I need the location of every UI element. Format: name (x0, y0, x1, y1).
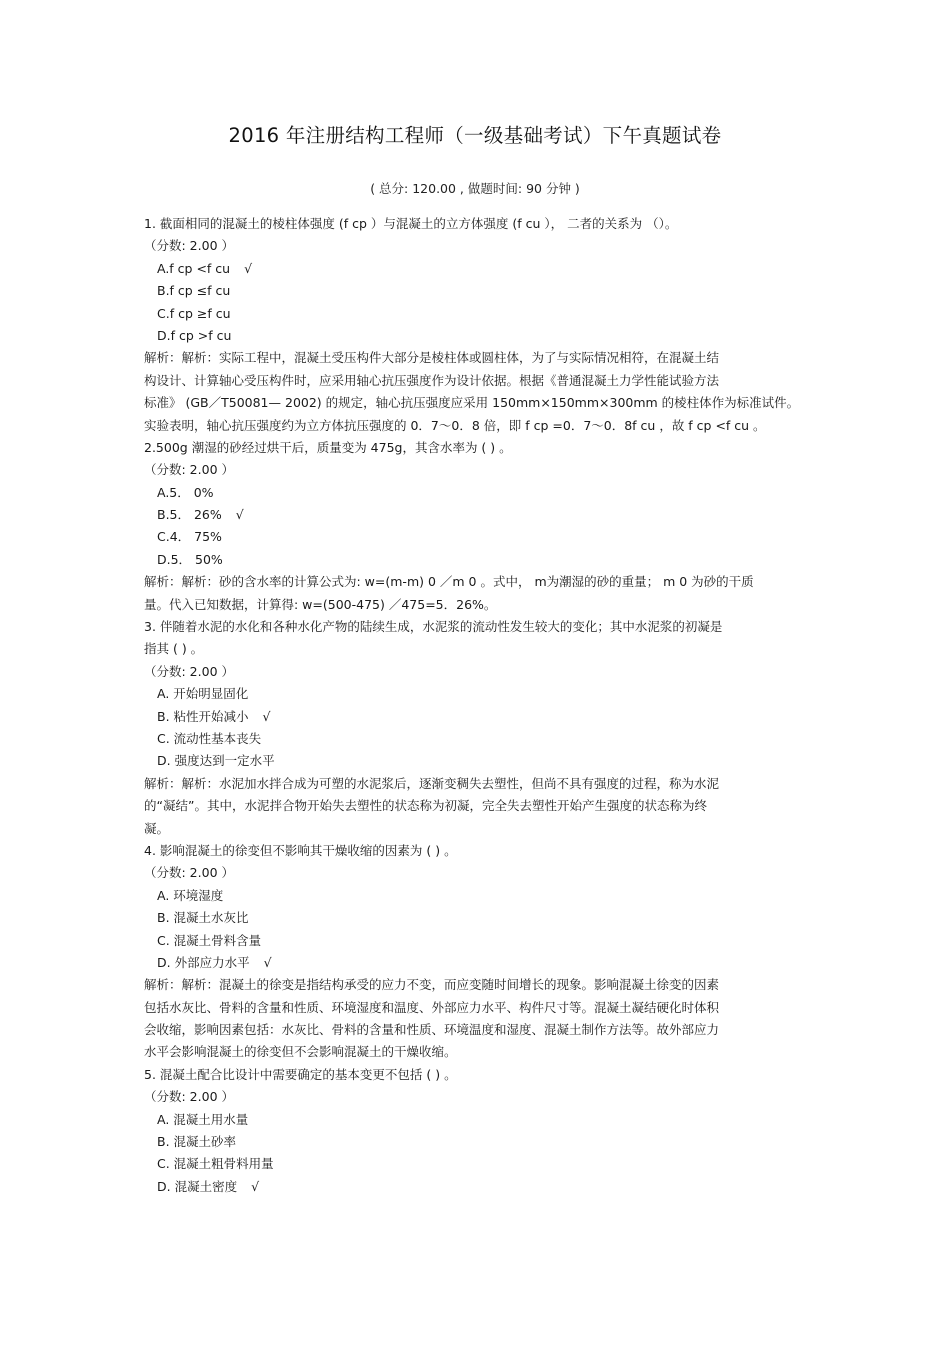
answer-option-text: A. 混凝土用水量 (157, 1111, 249, 1127)
question-stem: 指其 ( ) 。 (144, 641, 204, 657)
check-mark-icon: √ (263, 954, 272, 970)
question-score: （分数: 2.00 ） (144, 663, 234, 679)
question-block (144, 616, 814, 840)
analysis-text: 实验表明，轴心抗压强度约为立方体抗压强度的 0．7～0．8 倍，即 f cp =0．7～0．8f cu ，故 f cp <f cu 。 (144, 417, 766, 433)
question-list (144, 213, 814, 1198)
answer-option-text: A.f cp <f cu (157, 260, 231, 276)
answer-option (144, 325, 814, 347)
answer-option-text: C. 流动性基本丧失 (157, 730, 262, 746)
answer-option (144, 1153, 814, 1175)
answer-option (144, 1131, 814, 1153)
answer-option-text: D. 混凝土密度 (157, 1178, 238, 1194)
answer-option-text: C.4． 75% (157, 529, 222, 545)
answer-option (144, 482, 814, 504)
analysis-text: 包括水灰比、骨料的含量和性质、环境湿度和温度、外部应力水平、构件尺寸等。混凝土凝结硬化时体积 (144, 999, 720, 1015)
question-block (144, 437, 814, 616)
analysis-text: 的“凝结”。其中，水泥拌合物开始失去塑性的状态称为初凝，完全失去塑性开始产生强度的状态称为终 (144, 798, 707, 814)
answer-option (144, 885, 814, 907)
answer-option-text: B. 混凝土水灰比 (157, 910, 249, 926)
question-stem: 4. 影响混凝土的徐变但不影响其干燥收缩的因素为 ( ) 。 (144, 842, 457, 858)
answer-option-text: D.f cp >f cu (157, 327, 232, 343)
answer-option-text: D. 外部应力水平 (157, 954, 250, 970)
check-mark-icon: √ (262, 708, 271, 724)
question-block (144, 1064, 814, 1198)
check-mark-icon: √ (235, 507, 244, 523)
answer-option-text: A.5． 0% (157, 484, 214, 500)
question-score: （分数: 2.00 ） (144, 462, 234, 478)
answer-option-text: A. 开始明显固化 (157, 686, 249, 702)
answer-option (144, 728, 814, 750)
answer-option-text: B. 粘性开始减小 (157, 708, 249, 724)
analysis-text: 构设计、计算轴心受压构件时，应采用轴心抗压强度作为设计依据。根据《普通混凝土力学性能试验方法 (144, 372, 720, 388)
question-score: （分数: 2.00 ） (144, 865, 234, 881)
answer-option (144, 907, 814, 929)
question-stem: 2.500g 潮湿的砂经过烘干后，质量变为 475g，其含水率为 ( ) 。 (144, 439, 512, 455)
exam-title: 2016 年注册结构工程师（一级基础考试）下午真题试卷 (228, 124, 722, 147)
analysis-text: 解析：解析：实际工程中，混凝土受压构件大部分是棱柱体或圆柱体，为了与实际情况相符，在混凝土结 (144, 350, 720, 366)
answer-option (144, 706, 814, 728)
exam-meta: ( 总分: 120.00 , 做题时间: 90 分钟 ) (370, 181, 580, 196)
analysis-text: 标准》 (GB／T50081— 2002) 的规定，轴心抗压强度应采用 150mm×150mm×300mm 的棱柱体作为标准试件。 (144, 395, 800, 411)
analysis-text: 解析：解析：混凝土的徐变是指结构承受的应力不变，而应变随时间增长的现象。影响混凝土徐变的因素 (144, 977, 720, 993)
answer-option (144, 930, 814, 952)
question-score: （分数: 2.00 ） (144, 1089, 234, 1105)
analysis-text: 水平会影响混凝土的徐变但不会影响混凝土的干燥收缩。 (144, 1044, 457, 1060)
answer-option (144, 750, 814, 772)
answer-option-text: C. 混凝土骨料含量 (157, 932, 262, 948)
question-block (144, 840, 814, 1064)
answer-option-text: B.5． 26% (157, 507, 222, 523)
answer-option (144, 504, 814, 526)
analysis-text: 会收缩，影响因素包括：水灰比、骨料的含量和性质、环境温度和湿度、混凝土制作方法等。故外部应力 (144, 1022, 720, 1038)
answer-option-text: B.f cp ≤f cu (157, 283, 231, 299)
answer-option (144, 258, 814, 280)
answer-option (144, 952, 814, 974)
question-stem: 1. 截面相同的混凝土的棱柱体强度 (f cp ）与混凝土的立方体强度 (f cu ）， 二者的关系为 （）。 (144, 216, 678, 231)
question-stem: 5. 混凝土配合比设计中需要确定的基本变更不包括 ( ) 。 (144, 1066, 457, 1082)
question-stem: 3. 伴随着水泥的水化和各种水化产物的陆续生成，水泥浆的流动性发生较大的变化；其中水泥浆的初凝是 (144, 619, 723, 635)
answer-option-text: A. 环境湿度 (157, 887, 224, 903)
answer-option (144, 303, 814, 325)
check-mark-icon: √ (244, 260, 253, 276)
answer-option-text: C. 混凝土粗骨料用量 (157, 1156, 274, 1172)
analysis-text: 解析：解析：水泥加水拌合成为可塑的水泥浆后，逐渐变稠失去塑性，但尚不具有强度的过程，称为水泥 (144, 775, 720, 791)
answer-option (144, 526, 814, 548)
answer-option (144, 1176, 814, 1198)
answer-option-text: D. 强度达到一定水平 (157, 753, 275, 769)
answer-option (144, 549, 814, 571)
analysis-text: 解析：解析：砂的含水率的计算公式为: w=(m-m) 0 ／m 0 。式中， m为潮湿的砂的重量； m 0 为砂的干质 (144, 574, 754, 590)
check-mark-icon: √ (251, 1178, 260, 1194)
answer-option (144, 280, 814, 302)
question-score: （分数: 2.00 ） (144, 238, 234, 254)
answer-option-text: B. 混凝土砂率 (157, 1134, 237, 1150)
analysis-text: 量。代入已知数据，计算得: w=(500-475) ／475=5．26%。 (144, 596, 497, 612)
answer-option-text: C.f cp ≥f cu (157, 305, 231, 321)
question-block (144, 213, 814, 437)
answer-option-text: D.5． 50% (157, 551, 223, 567)
answer-option (144, 1109, 814, 1131)
analysis-text: 凝。 (144, 820, 170, 836)
answer-option (144, 683, 814, 705)
